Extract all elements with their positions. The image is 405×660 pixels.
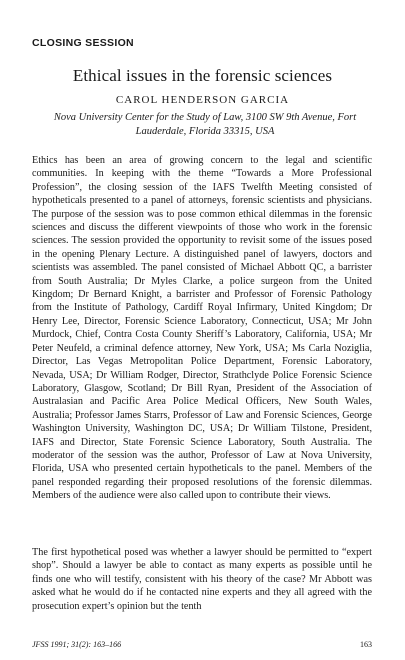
page-number: 163 (360, 640, 372, 649)
body-paragraph-1: Ethics has been an area of growing concern to the legal and scientific communities. In keeping with the theme “Towards a More Professional Profession”, the closing session of the IAFS Twelfth Meeting consisted of hypotheticals presented to a panel of attorneys, forensic scientists and physicians. The purpose of the session was to pose common ethical dilemmas in the forensic sciences and discuss the different viewpoints of those who work in the forensic sciences. The session provided the opportunity to revisit some of the issues posed in the opening Plenary Lecture. A distinguished panel of lawyers, doctors and scientists was assembled. The panel consisted of Michael Abbott QC, a barrister from South Australia; Dr Myles Clarke, a police surgeon from the United Kingdom; Dr Bernard Knight, a barrister and Professor of Forensic Pathology from the Institute of Pathology, Cardiff Royal Infirmary, United Kingdom; Dr Henry Lee, Director, Forensic Science Laboratory, Connecticut, USA; Mr John Murdock, Chief, Contra Costa County Sheriff’s Laboratory, California, USA; Mr Peter Neufeld, a criminal defence attorney, New York, USA; Ms Carla Noziglia, Director, Las Vegas Metropolitan Police Department, Forensic Laboratory, Nevada, USA; Dr William Rodger, Director, Strathclyde Police Forensic Science Laboratory, Glasgow, Scotland; Dr Bill Ryan, President of the Association of Australasian and Pacific Area Police Medical Officers, New South Wales, Australia; Professor James Starrs, Professor of Law and Forensic Sciences, George Washington University, Washington DC, USA; Dr William Tilstone, President, IAFS and Director, State Forensic Science Laboratory, South Australia. The moderator of the session was the author, Professor of Law at Nova University, Florida, USA who presented certain hypotheticals to the panel. Members of the panel responded regarding their proposed resolutions of the forensic dilemmas. Members of the audience were also called upon to contribute their views. (32, 155, 372, 502)
article-title: Ethical issues in the forensic sciences (72, 66, 333, 85)
article-author: CAROL HENDERSON GARCIA (115, 94, 290, 106)
journal-citation: JFSS 1991; 31(2): 163–166 (32, 640, 122, 649)
section-label: CLOSING SESSION (32, 37, 134, 49)
body-paragraph-2: The first hypothetical posed was whether a lawyer should be permitted to “expert shop”. Should a lawyer be able to contact as many experts as possible until he finds one who will testify, consistent with his theory of the case? Mr Abbott was asked what he would do if he contacted nine experts and they all agreed with the prosecution expert’s opinion but the tenth (32, 547, 372, 612)
author-affiliation: Nova University Center for the Study of Law, 3100 SW 9th Avenue, Fort Lauderdale, Florida 33315, USA (53, 112, 357, 137)
